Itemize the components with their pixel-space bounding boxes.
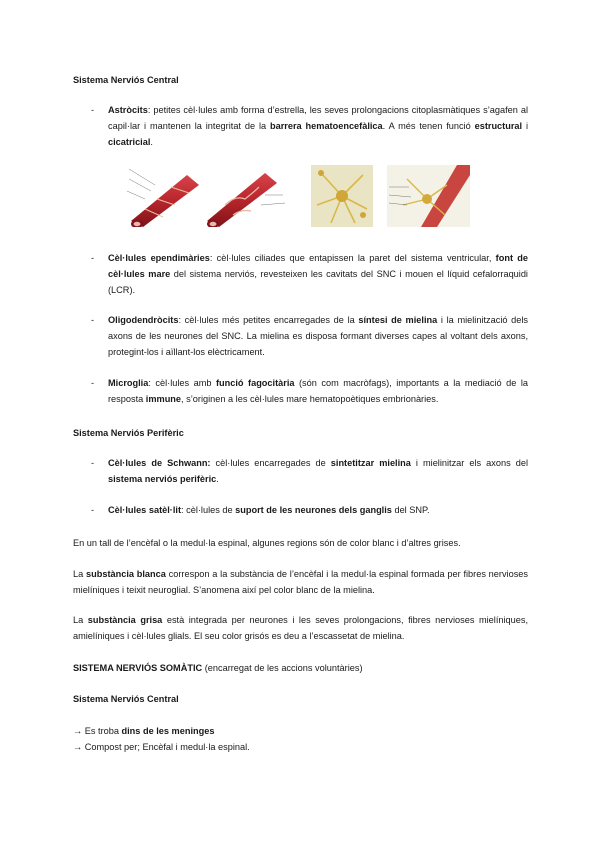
paragraph-tall: En un tall de l’encèfal o la medul·la espinal, algunes regions són de color blanc i d’altres grises. <box>73 538 461 548</box>
bullet-schwann <box>91 455 528 487</box>
paragraph-substancia-blanca: La substància blanca correspon a la substància de l’encèfal i la medul·la espinal formada per fibres nervioses mielíniques i teixit neuroglial. S’anomena així pel color blanc de la mielina. <box>73 569 529 595</box>
bullet-satellit <box>91 502 528 518</box>
bullet-body: Microglia: cèl·lules amb funció fagocitària (són com macròfags), importants a la mediació de la resposta immune, s’originen a les cèl·lules mare hematopoètiques embrionàries. <box>108 378 528 404</box>
bullet-dash: - <box>91 458 95 468</box>
bullet-body: Cèl·lules satèl·lit: cèl·lules de suport de les neurones dels ganglis del SNP. <box>108 505 430 515</box>
bullet-dash: - <box>91 315 95 325</box>
bullet-body: Astròcits: petites cèl·lules amb forma d’estrella, les seves prolongacions citoplasmàtiques s’agafen al capil·lar i mantenen la integritat de la barrera hematoencefàlica. A més tenen funció estructural i cicatricial. <box>108 105 529 147</box>
bullet-dash: - <box>91 253 95 263</box>
capillary-left <box>131 175 199 227</box>
arrow-line-compost: → Compost per; Encèfal i medul·la espinal. <box>73 742 250 752</box>
bullet-oligodendrocits <box>91 312 528 360</box>
section-title-somatic: SISTEMA NERVIÓS SOMÀTIC (encarregat de les accions voluntàries) <box>73 663 363 673</box>
bullet-body: Cèl·lules de Schwann: cèl·lules encarregades de sintetitzar mielina i mielinitzar els axons del sistema nerviós perifèric. <box>108 458 528 484</box>
bullet-microglia <box>91 375 528 407</box>
bullet-dash: - <box>91 378 95 388</box>
bullet-astrocits <box>91 102 528 150</box>
paragraph-substancia-grisa: La substància grisa està integrada per neurones i les seves prolongacions, fibres nervioses mielíniques, amielíniques i cèl·lules glials. El seu color grisós es deu a l’escassetat de mielina. <box>73 615 528 641</box>
arrow-line-meninges: → Es troba dins de les meninges <box>73 726 215 736</box>
bullet-dash: - <box>91 505 95 515</box>
section-title-snp: Sistema Nerviós Perifèric <box>73 428 184 438</box>
astrocyte-micrograph <box>311 165 373 227</box>
bullet-body: Cèl·lules ependimàries: cèl·lules ciliades que entapissen la paret del sistema ventricular, font de cèl·lules mare del sistema nerviós, revesteixen les cavitats del SNC i mouen el líquid cefalorraquidi (LCR). <box>108 253 528 295</box>
capillary-right <box>207 173 277 227</box>
bullet-body: Oligodendròcits: cèl·lules més petites encarregades de la síntesi de mielina i la mielinització dels axons de les neurones del SNC. La mielina es disposa formant diverses capes al voltant dels axons, protegint-los i aïllant-los elèctricament. <box>108 315 529 357</box>
astrocyte-capillary-diagram <box>387 165 470 227</box>
bullet-dash: - <box>91 105 95 115</box>
section-title-snc-2: Sistema Nerviós Central <box>73 694 179 704</box>
capillary-illustration <box>125 165 295 227</box>
section-title-snc: Sistema Nerviós Central <box>73 75 179 85</box>
astrocyte-figures <box>125 165 470 227</box>
bullet-ependimaries <box>91 250 528 298</box>
